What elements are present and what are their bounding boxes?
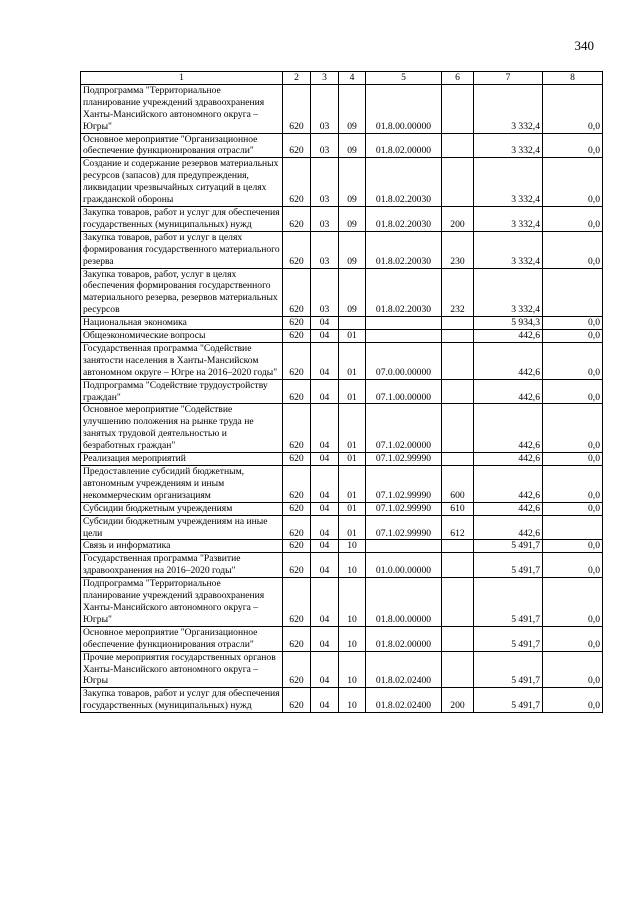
row-section-cell: 04 — [311, 553, 339, 578]
row-target-article-cell: 01.8.02.02400 — [366, 688, 442, 713]
row-subsection-cell: 01 — [339, 466, 366, 503]
row-expense-type-cell: 200 — [442, 206, 474, 231]
row-target-article-cell: 07.0.00.00000 — [366, 342, 442, 379]
table-row — [81, 553, 603, 578]
row-section-cell: 04 — [311, 502, 339, 515]
table-row — [81, 84, 603, 133]
row-subsection-cell: 01 — [339, 404, 366, 453]
row-expense-type-cell: 600 — [442, 466, 474, 503]
row-name-cell: Государственная программа "Развитие здравоохранения на 2016–2020 годы" — [81, 553, 283, 578]
row-expense-type-cell: 612 — [442, 515, 474, 540]
table-row — [81, 133, 603, 158]
row-amount-cell: 3 332,4 — [474, 158, 543, 207]
row-subsection-cell: 09 — [339, 84, 366, 133]
row-amount-cell: 442,6 — [474, 342, 543, 379]
budget-table — [80, 71, 603, 713]
row-subsection-cell: 09 — [339, 231, 366, 268]
row-name-cell: Национальная экономика — [81, 317, 283, 330]
row-expense-type-cell — [442, 84, 474, 133]
row-subsection-cell: 01 — [339, 502, 366, 515]
row-amount-cell: 0,0 — [543, 466, 603, 503]
row-ved-cell: 620 — [283, 342, 311, 379]
row-amount-cell: 0,0 — [543, 84, 603, 133]
row-target-article-cell: 07.1.02.99990 — [366, 466, 442, 503]
row-section-cell: 04 — [311, 317, 339, 330]
row-section-cell: 04 — [311, 342, 339, 379]
row-amount-cell: 442,6 — [474, 515, 543, 540]
header-cell: 2 — [283, 72, 311, 85]
row-subsection-cell: 10 — [339, 578, 366, 627]
row-subsection-cell: 01 — [339, 453, 366, 466]
row-name-cell: Закупка товаров, работ и услуг в целях формирования государственного материального резерва — [81, 231, 283, 268]
row-subsection-cell: 09 — [339, 206, 366, 231]
row-amount-cell — [543, 268, 603, 317]
table-row — [81, 515, 603, 540]
row-target-article-cell: 01.8.02.00000 — [366, 133, 442, 158]
table-row — [81, 626, 603, 651]
row-amount-cell: 442,6 — [474, 404, 543, 453]
row-subsection-cell: 01 — [339, 330, 366, 343]
row-target-article-cell: 07.1.00.00000 — [366, 379, 442, 404]
row-amount-cell: 0,0 — [543, 540, 603, 553]
row-subsection-cell: 09 — [339, 133, 366, 158]
row-subsection-cell: 01 — [339, 379, 366, 404]
row-amount-cell: 5 491,7 — [474, 688, 543, 713]
row-amount-cell: 5 491,7 — [474, 553, 543, 578]
table-row — [81, 651, 603, 688]
row-section-cell: 04 — [311, 626, 339, 651]
row-expense-type-cell — [442, 404, 474, 453]
row-target-article-cell: 01.8.02.20030 — [366, 158, 442, 207]
row-section-cell: 04 — [311, 688, 339, 713]
table-row — [81, 268, 603, 317]
table-row — [81, 540, 603, 553]
row-name-cell: Подпрограмма "Территориальное планирование учреждений здравоохранения Ханты-Мансийского автономного округа – Югры" — [81, 578, 283, 627]
row-amount-cell: 3 332,4 — [474, 206, 543, 231]
row-ved-cell: 620 — [283, 578, 311, 627]
row-amount-cell: 0,0 — [543, 651, 603, 688]
page-number: 340 — [574, 38, 594, 53]
row-section-cell: 03 — [311, 133, 339, 158]
row-amount-cell: 0,0 — [543, 379, 603, 404]
row-name-cell: Государственная программа "Содействие занятости населения в Ханты-Мансийском автономном округе – Югре на 2016–2020 годы" — [81, 342, 283, 379]
row-amount-cell: 0,0 — [543, 158, 603, 207]
row-target-article-cell: 07.1.02.99990 — [366, 453, 442, 466]
row-amount-cell: 0,0 — [543, 404, 603, 453]
row-expense-type-cell — [442, 317, 474, 330]
row-amount-cell: 0,0 — [543, 578, 603, 627]
row-amount-cell: 3 332,4 — [474, 133, 543, 158]
row-amount-cell: 442,6 — [474, 379, 543, 404]
row-name-cell: Реализация мероприятий — [81, 453, 283, 466]
row-name-cell: Субсидии бюджетным учреждениям на иные цели — [81, 515, 283, 540]
row-amount-cell: 0,0 — [543, 133, 603, 158]
row-amount-cell: 442,6 — [474, 453, 543, 466]
row-subsection-cell: 10 — [339, 688, 366, 713]
row-amount-cell: 0,0 — [543, 330, 603, 343]
table-row — [81, 502, 603, 515]
row-ved-cell: 620 — [283, 268, 311, 317]
row-ved-cell: 620 — [283, 466, 311, 503]
table-row — [81, 404, 603, 453]
table-row — [81, 578, 603, 627]
row-expense-type-cell — [442, 553, 474, 578]
row-expense-type-cell — [442, 540, 474, 553]
row-target-article-cell: 01.8.02.20030 — [366, 268, 442, 317]
header-cell: 6 — [442, 72, 474, 85]
row-section-cell: 03 — [311, 84, 339, 133]
table-body — [81, 72, 603, 713]
row-amount-cell: 442,6 — [474, 502, 543, 515]
row-subsection-cell: 10 — [339, 651, 366, 688]
row-ved-cell: 620 — [283, 688, 311, 713]
row-ved-cell: 620 — [283, 651, 311, 688]
row-amount-cell: 0,0 — [543, 231, 603, 268]
row-target-article-cell — [366, 540, 442, 553]
row-target-article-cell: 01.8.02.20030 — [366, 206, 442, 231]
row-name-cell: Прочие мероприятия государственных органов Ханты-Мансийского автономного округа – Югры — [81, 651, 283, 688]
row-subsection-cell: 10 — [339, 626, 366, 651]
row-section-cell: 03 — [311, 158, 339, 207]
row-ved-cell: 620 — [283, 553, 311, 578]
row-subsection-cell: 01 — [339, 342, 366, 379]
table-row — [81, 342, 603, 379]
row-amount-cell: 3 332,4 — [474, 268, 543, 317]
row-ved-cell: 620 — [283, 317, 311, 330]
row-section-cell: 04 — [311, 540, 339, 553]
row-subsection-cell: 10 — [339, 540, 366, 553]
row-ved-cell: 620 — [283, 540, 311, 553]
table-row — [81, 466, 603, 503]
row-name-cell: Основное мероприятие "Содействие улучшению положения на рынке труда не занятых трудовой деятельностью и безработных граждан" — [81, 404, 283, 453]
row-ved-cell: 620 — [283, 158, 311, 207]
header-cell: 8 — [543, 72, 603, 85]
row-expense-type-cell: 610 — [442, 502, 474, 515]
row-amount-cell: 5 491,7 — [474, 578, 543, 627]
row-expense-type-cell — [442, 342, 474, 379]
row-amount-cell: 442,6 — [474, 330, 543, 343]
row-target-article-cell: 01.0.00.00000 — [366, 553, 442, 578]
row-amount-cell: 0,0 — [543, 688, 603, 713]
row-ved-cell: 620 — [283, 330, 311, 343]
table-row — [81, 231, 603, 268]
row-target-article-cell: 01.8.02.02400 — [366, 651, 442, 688]
row-section-cell: 04 — [311, 466, 339, 503]
header-cell: 4 — [339, 72, 366, 85]
row-ved-cell: 620 — [283, 404, 311, 453]
row-section-cell: 04 — [311, 404, 339, 453]
row-target-article-cell: 01.8.00.00000 — [366, 578, 442, 627]
row-subsection-cell: 09 — [339, 268, 366, 317]
row-ved-cell: 620 — [283, 502, 311, 515]
header-row — [81, 72, 603, 85]
row-name-cell: Субсидии бюджетным учреждениям — [81, 502, 283, 515]
row-section-cell: 03 — [311, 231, 339, 268]
row-section-cell: 04 — [311, 651, 339, 688]
row-name-cell: Подпрограмма "Содействие трудоустройству граждан" — [81, 379, 283, 404]
row-ved-cell: 620 — [283, 626, 311, 651]
row-name-cell: Создание и содержание резервов материальных ресурсов (запасов) для предупреждения, ликвидации чрезвычайных ситуаций в целях гражданской обороны — [81, 158, 283, 207]
row-expense-type-cell: 200 — [442, 688, 474, 713]
header-cell: 5 — [366, 72, 442, 85]
row-subsection-cell: 01 — [339, 515, 366, 540]
row-name-cell: Связь и информатика — [81, 540, 283, 553]
row-amount-cell: 0,0 — [543, 453, 603, 466]
row-section-cell: 04 — [311, 453, 339, 466]
header-cell: 7 — [474, 72, 543, 85]
row-section-cell: 04 — [311, 330, 339, 343]
row-subsection-cell: 09 — [339, 158, 366, 207]
row-amount-cell: 3 332,4 — [474, 84, 543, 133]
row-amount-cell: 5 491,7 — [474, 626, 543, 651]
row-expense-type-cell: 232 — [442, 268, 474, 317]
row-target-article-cell — [366, 330, 442, 343]
row-expense-type-cell — [442, 330, 474, 343]
row-target-article-cell: 07.1.02.99990 — [366, 515, 442, 540]
table-row — [81, 317, 603, 330]
row-expense-type-cell — [442, 578, 474, 627]
row-target-article-cell: 01.8.00.00000 — [366, 84, 442, 133]
header-cell: 3 — [311, 72, 339, 85]
row-expense-type-cell — [442, 133, 474, 158]
row-name-cell: Закупка товаров, работ и услуг для обеспечения государственных (муниципальных) нужд — [81, 688, 283, 713]
row-ved-cell: 620 — [283, 133, 311, 158]
row-amount-cell: 3 332,4 — [474, 231, 543, 268]
row-ved-cell: 620 — [283, 84, 311, 133]
row-target-article-cell: 01.8.02.00000 — [366, 626, 442, 651]
row-section-cell: 04 — [311, 578, 339, 627]
row-expense-type-cell: 230 — [442, 231, 474, 268]
row-name-cell: Основное мероприятие "Организационное обеспечение функционирования отрасли" — [81, 626, 283, 651]
row-target-article-cell: 07.1.02.99990 — [366, 502, 442, 515]
row-expense-type-cell — [442, 651, 474, 688]
table-row — [81, 330, 603, 343]
row-expense-type-cell — [442, 626, 474, 651]
row-ved-cell: 620 — [283, 515, 311, 540]
table-row — [81, 453, 603, 466]
row-section-cell: 04 — [311, 515, 339, 540]
row-amount-cell: 0,0 — [543, 317, 603, 330]
row-ved-cell: 620 — [283, 453, 311, 466]
table-row — [81, 379, 603, 404]
row-amount-cell — [543, 515, 603, 540]
row-amount-cell: 5 491,7 — [474, 540, 543, 553]
row-amount-cell: 0,0 — [543, 626, 603, 651]
row-subsection-cell — [339, 317, 366, 330]
row-ved-cell: 620 — [283, 231, 311, 268]
row-amount-cell: 442,6 — [474, 466, 543, 503]
row-target-article-cell: 01.8.02.20030 — [366, 231, 442, 268]
table-row — [81, 688, 603, 713]
row-amount-cell: 0,0 — [543, 206, 603, 231]
row-name-cell: Основное мероприятие "Организационное обеспечение функционирования отрасли" — [81, 133, 283, 158]
row-expense-type-cell — [442, 158, 474, 207]
row-subsection-cell: 10 — [339, 553, 366, 578]
row-name-cell: Закупка товаров, работ, услуг в целях обеспечения формирования государственного материального резерва, резервов материальных ресурсов — [81, 268, 283, 317]
row-section-cell: 03 — [311, 268, 339, 317]
row-amount-cell: 0,0 — [543, 553, 603, 578]
header-cell: 1 — [81, 72, 283, 85]
table-row — [81, 206, 603, 231]
row-amount-cell: 5 934,3 — [474, 317, 543, 330]
row-name-cell: Подпрограмма "Территориальное планирование учреждений здравоохранения Ханты-Мансийского автономного округа – Югры" — [81, 84, 283, 133]
row-amount-cell: 0,0 — [543, 342, 603, 379]
row-target-article-cell — [366, 317, 442, 330]
row-ved-cell: 620 — [283, 206, 311, 231]
row-section-cell: 03 — [311, 206, 339, 231]
row-name-cell: Предоставление субсидий бюджетным, автономным учреждениям и иным некоммерческим организациям — [81, 466, 283, 503]
row-amount-cell: 0,0 — [543, 502, 603, 515]
row-amount-cell: 5 491,7 — [474, 651, 543, 688]
row-section-cell: 04 — [311, 379, 339, 404]
row-expense-type-cell — [442, 453, 474, 466]
row-ved-cell: 620 — [283, 379, 311, 404]
row-target-article-cell: 07.1.02.00000 — [366, 404, 442, 453]
row-name-cell: Общеэкономические вопросы — [81, 330, 283, 343]
row-name-cell: Закупка товаров, работ и услуг для обеспечения государственных (муниципальных) нужд — [81, 206, 283, 231]
row-expense-type-cell — [442, 379, 474, 404]
table-row — [81, 158, 603, 207]
